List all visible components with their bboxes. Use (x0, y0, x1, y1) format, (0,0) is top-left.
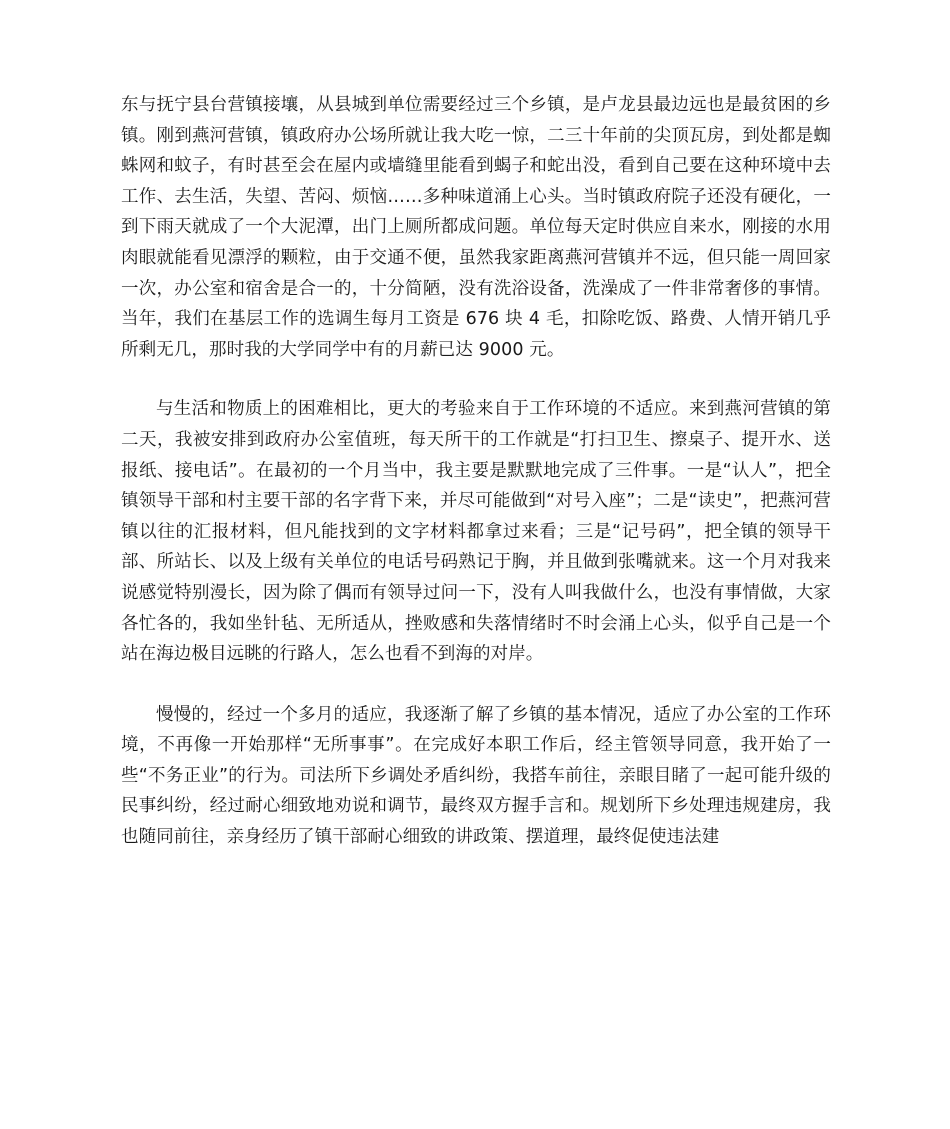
document-body (121, 90, 831, 853)
paragraph-2: 与生活和物质上的困难相比，更大的考验来自于工作环境的不适应。来到燕河营镇的第二天，我被安排到政府办公室值班，每天所干的工作就是“打扫卫生、擦桌子、提开水、送报纸、接电话”。在最初的一个月当中，我主要是默默地完成了三件事。一是“认人”，把全镇领导干部和村主要干部的名字背下来，并尽可能做到“对号入座”；二是“读史”，把燕河营镇以往的汇报材料，但凡能找到的文字材料都拿过来看；三是“记号码”，把全镇的领导干部、所站长、以及上级有关单位的电话号码熟记于胸，并且做到张嘴就来。这一个月对我来说感觉特别漫长，因为除了偶而有领导过问一下，没有人叫我做什么，也没有事情做，大家各忙各的，我如坐针毡、无所适从，挫败感和失落情绪时不时会涌上心头，似乎自己是一个站在海边极目远眺的行路人，怎么也看不到海的对岸。 (121, 399, 831, 665)
paragraph-1: 东与抚宁县台营镇接壤，从县城到单位需要经过三个乡镇，是卢龙县最边远也是最贫困的乡镇。刚到燕河营镇，镇政府办公场所就让我大吃一惊，二三十年前的尖顶瓦房，到处都是蜘蛛网和蚊子，有时甚至会在屋内或墙缝里能看到蝎子和蛇出没，看到自己要在这种环境中去工作、去生活，失望、苦闷、烦恼……多种味道涌上心头。当时镇政府院子还没有硬化，一到下雨天就成了一个大泥潭，出门上厕所都成问题。单位每天定时供应自来水，刚接的水用肉眼就能看见漂浮的颗粒，由于交通不便，虽然我家距离燕河营镇并不远，但只能一周回家一次，办公室和宿舍是合一的，十分简陋，没有洗浴设备，洗澡成了一件非常奢侈的事情。当年，我们在基层工作的选调生每月工资是 676 块 4 毛，扣除吃饭、路费、人情开销几乎所剩无几，那时我的大学同学中有的月薪已达 9000 元。 (121, 95, 831, 360)
paragraph-3: 慢慢的，经过一个多月的适应，我逐渐了解了乡镇的基本情况，适应了办公室的工作环境，不再像一开始那样“无所事事”。在完成好本职工作后，经主管领导同意，我开始了一些“不务正业”的行为。司法所下乡调处矛盾纠纷，我搭车前往，亲眼目睹了一起可能升级的民事纠纷，经过耐心细致地劝说和调节，最终双方握手言和。规划所下乡处理违规建房，我也随同前往，亲身经历了镇干部耐心细致的讲政策、摆道理，最终促使违法建 (121, 704, 831, 848)
